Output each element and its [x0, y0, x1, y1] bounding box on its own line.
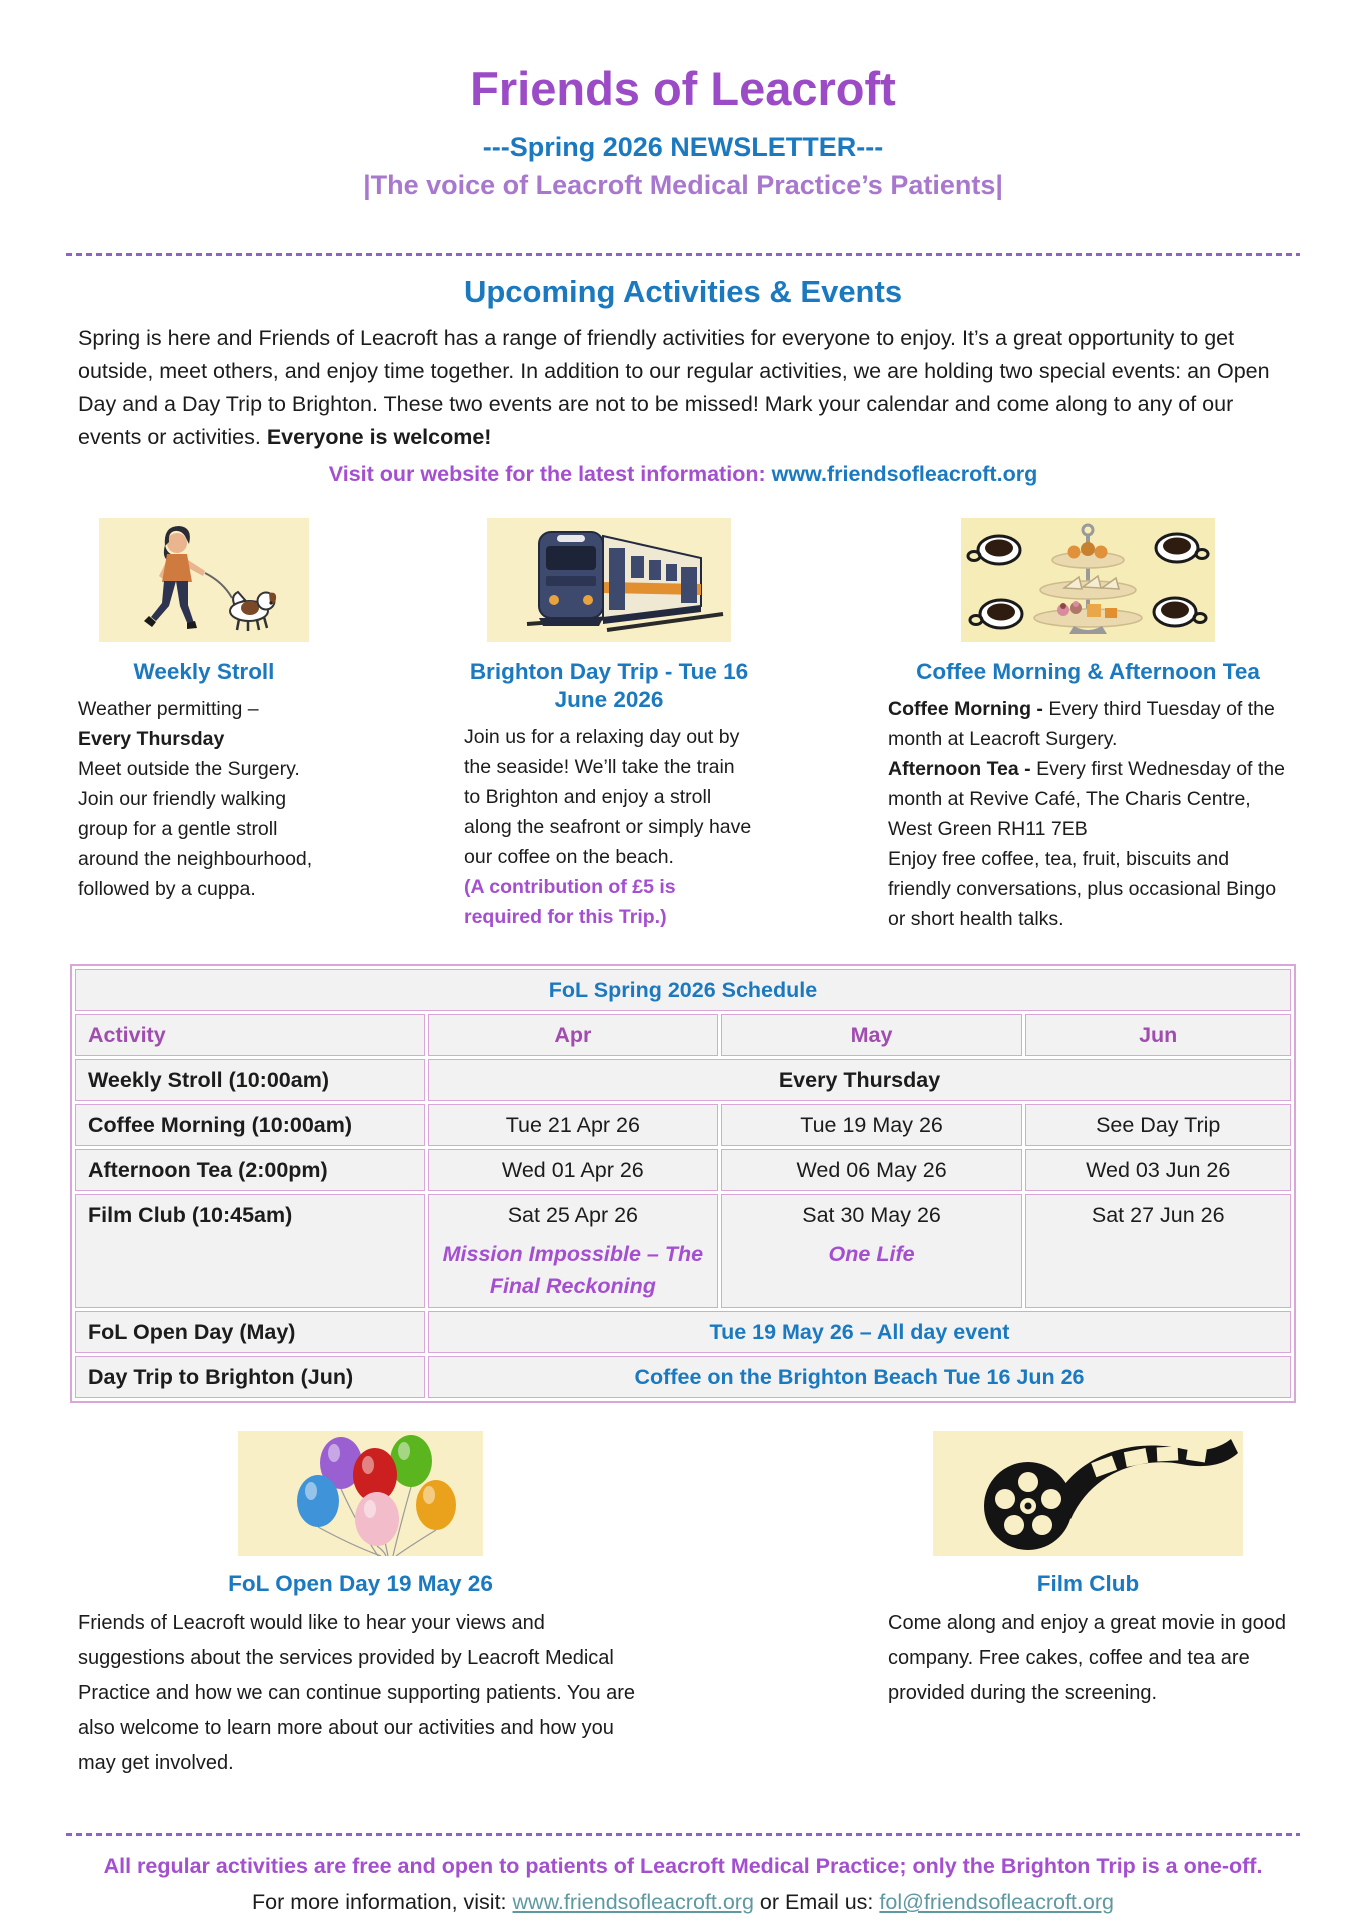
event-text-open-day: Friends of Leacroft would like to hear your views and suggestions about the services provided by Leacroft Medical Practice and how we can continue supporting patients. You are also welcome to learn more about our activities and how you may get involved.	[78, 1612, 636, 1774]
website-line	[0, 458, 1366, 490]
column-header-activity: Activity	[75, 1014, 425, 1056]
activity-text-brighton	[464, 722, 754, 932]
cell-film-apr	[428, 1194, 718, 1308]
website-url-link[interactable]: www.friendsofleacroft.org	[771, 462, 1038, 486]
cell-day-trip-span: Coffee on the Brighton Beach Tue 16 Jun 26	[428, 1356, 1291, 1398]
cell-activity-day-trip: Day Trip to Brighton (Jun)	[75, 1356, 425, 1398]
column-header-apr: Apr	[428, 1014, 718, 1056]
coffee-morning-item	[888, 694, 1288, 754]
footer-website-link[interactable]: www.friendsofleacroft.org	[512, 1890, 754, 1914]
cell-coffee-jun: See Day Trip	[1025, 1104, 1291, 1146]
activity-weekly-stroll	[78, 518, 330, 934]
activity-coffee-tea	[888, 518, 1288, 934]
newsletter-subtitle: ---Spring 2026 NEWSLETTER---	[482, 132, 884, 162]
page-title: Friends of Leacroft	[470, 62, 896, 115]
activity-text-weekly-stroll	[78, 694, 330, 904]
schedule-title-row	[75, 969, 1291, 1011]
cell-activity-coffee-morning: Coffee Morning (10:00am)	[75, 1104, 425, 1146]
schedule-row-day-trip	[75, 1356, 1291, 1398]
stroll-line-join: Join our friendly walking group for a gentle stroll around the neighbourhood, followed by a cuppa.	[78, 788, 313, 900]
footer-info-middle: or Email us:	[759, 1890, 874, 1914]
film-apr-title: Mission Impossible – The Final Reckoning	[442, 1242, 704, 1298]
footer-info-prefix: For more information, visit:	[252, 1890, 507, 1914]
event-open-day	[78, 1431, 643, 1781]
afternoon-tea-item	[888, 754, 1288, 844]
schedule-table	[70, 964, 1296, 1403]
newsletter-tagline: |The voice of Leacroft Medical Practice’s Patients|	[363, 170, 1003, 200]
film-apr-date: Sat 25 Apr 26	[507, 1203, 638, 1227]
cell-activity-open-day: FoL Open Day (May)	[75, 1311, 425, 1353]
film-may-date: Sat 30 May 26	[802, 1203, 941, 1227]
activity-title-brighton: Brighton Day Trip - Tue 16 June 2026	[469, 659, 749, 712]
cell-activity-film-club: Film Club (10:45am)	[75, 1194, 425, 1308]
dashed-divider-top	[66, 253, 1300, 256]
brighton-contribution-note: (A contribution of £5 is required for this Trip.)	[464, 876, 676, 928]
schedule-header-row	[75, 1014, 1291, 1056]
column-header-jun: Jun	[1025, 1014, 1291, 1056]
schedule-row-afternoon-tea	[75, 1149, 1291, 1191]
activities-section	[78, 518, 1288, 934]
cell-activity-weekly-stroll: Weekly Stroll (10:00am)	[75, 1059, 425, 1101]
cell-weekly-stroll-span: Every Thursday	[428, 1059, 1291, 1101]
stroll-line-meet: Meet outside the Surgery.	[78, 758, 300, 780]
cell-film-jun: Sat 27 Jun 26	[1025, 1194, 1291, 1308]
stroll-line-weather: Weather permitting –	[78, 698, 259, 720]
film-reel-illustration	[933, 1431, 1243, 1556]
dashed-divider-bottom	[66, 1833, 1300, 1836]
footer-email-link[interactable]: fol@friendsofleacroft.org	[879, 1890, 1114, 1914]
cell-tea-apr: Wed 01 Apr 26	[428, 1149, 718, 1191]
woman-walking-dog-illustration	[99, 518, 309, 642]
schedule-row-open-day	[75, 1311, 1291, 1353]
intro-body: Spring is here and Friends of Leacroft has a range of friendly activities for everyone to enjoy. It’s a great opportunity to get outside, meet others, and enjoy time together. In addition to our regular activities, we are holding two special events: an Open Day and a Day Trip to Brighton. These two events are not to be missed! Mark your calendar and come along to any of our events or activities.	[78, 326, 1270, 449]
event-film-club	[888, 1431, 1288, 1781]
cell-tea-may: Wed 06 May 26	[721, 1149, 1023, 1191]
cell-open-day-span: Tue 19 May 26 – All day event	[428, 1311, 1291, 1353]
footer-info-line	[0, 1887, 1366, 1917]
balloons-illustration	[238, 1431, 483, 1556]
stroll-line-every-thursday: Every Thursday	[78, 728, 225, 750]
film-may-title: One Life	[828, 1242, 915, 1266]
schedule-row-film-club	[75, 1194, 1291, 1308]
coffee-morning-label: Coffee Morning -	[888, 698, 1043, 720]
afternoon-tea-text: Every first Wednesday of the month at Revive Café, The Charis Centre, West Green RH11 7EB	[888, 758, 1285, 840]
coffee-morning-text: Every third Tuesday of the month at Leacroft Surgery.	[888, 698, 1275, 750]
schedule-section	[70, 964, 1296, 1403]
coffee-cups-cake-stand-illustration	[961, 518, 1215, 642]
website-label: Visit our website for the latest information:	[328, 462, 766, 486]
activity-text-coffee-tea	[888, 694, 1288, 934]
intro-paragraph	[78, 322, 1288, 454]
schedule-row-weekly-stroll	[75, 1059, 1291, 1101]
events-section	[78, 1431, 1288, 1781]
activity-title-coffee-tea: Coffee Morning & Afternoon Tea	[916, 659, 1260, 684]
schedule-title: FoL Spring 2026 Schedule	[75, 969, 1291, 1011]
activity-title-weekly-stroll: Weekly Stroll	[133, 659, 275, 684]
cell-activity-afternoon-tea: Afternoon Tea (2:00pm)	[75, 1149, 425, 1191]
activity-brighton-trip	[464, 518, 754, 934]
event-title-open-day: FoL Open Day 19 May 26	[228, 1571, 493, 1596]
schedule-row-coffee-morning	[75, 1104, 1291, 1146]
afternoon-tea-label: Afternoon Tea -	[888, 758, 1031, 780]
cell-film-may	[721, 1194, 1023, 1308]
cell-tea-jun: Wed 03 Jun 26	[1025, 1149, 1291, 1191]
intro-body-bold: Everyone is welcome!	[266, 425, 492, 449]
coffee-extra-text: Enjoy free coffee, tea, fruit, biscuits and friendly conversations, plus occasional Bingo or short health talks.	[888, 848, 1277, 930]
brighton-body: Join us for a relaxing day out by the seaside! We’ll take the train to Brighton and enjoy a stroll along the seafront or simply have our coffee on the beach.	[464, 726, 752, 868]
section-heading-upcoming: Upcoming Activities & Events	[463, 274, 903, 309]
footer-note: All regular activities are free and open to patients of Leacroft Medical Practice; only the Brighton Trip is a one-off.	[103, 1854, 1263, 1878]
event-text-film-club: Come along and enjoy a great movie in good company. Free cakes, coffee and tea are provided during the screening.	[888, 1612, 1287, 1704]
cell-coffee-apr: Tue 21 Apr 26	[428, 1104, 718, 1146]
train-illustration	[487, 518, 731, 642]
cell-coffee-may: Tue 19 May 26	[721, 1104, 1023, 1146]
column-header-may: May	[721, 1014, 1023, 1056]
event-title-film-club: Film Club	[1036, 1571, 1140, 1596]
